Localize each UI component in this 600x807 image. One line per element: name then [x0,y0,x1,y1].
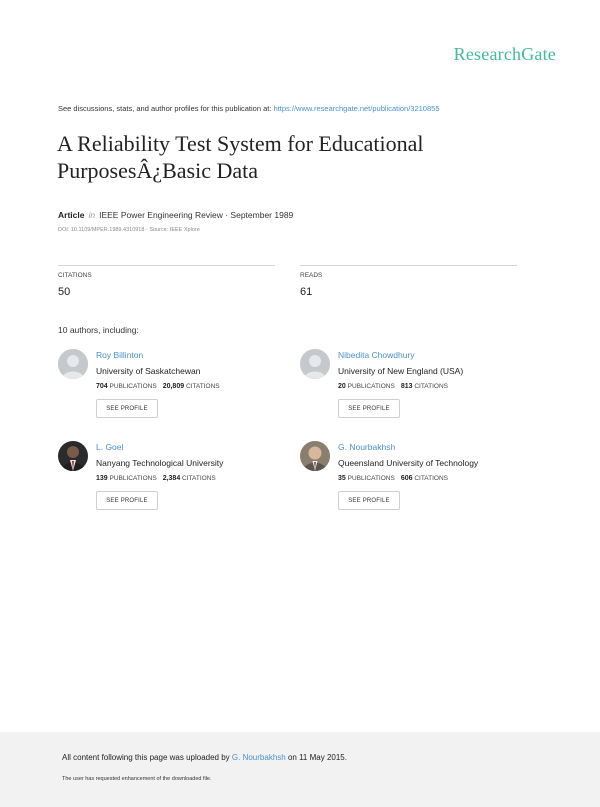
reads-label: READS [300,272,323,279]
author-stats [338,383,448,390]
publications-label: PUBLICATIONS [109,475,157,482]
citations-label: CITATIONS [185,383,220,390]
reads-divider [300,265,517,266]
in-word: in [88,210,96,220]
avatar-placeholder-icon[interactable] [58,349,88,379]
author-stats [338,475,448,482]
publications-count: 20 [338,383,346,390]
publication-title: A Reliability Test System for Educational PurposesÂ¿Basic Data [57,131,424,183]
author-name-link[interactable]: Roy Billinton [96,350,144,360]
citations-label: CITATIONS [414,383,449,390]
author-card [300,349,530,429]
author-photo[interactable] [300,441,330,471]
author-name-link[interactable]: L. Goel [96,442,124,452]
upload-note-prefix: All content following this page was uploaded by [62,753,230,762]
see-profile-button[interactable]: SEE PROFILE [338,491,400,510]
author-stats [96,475,216,482]
see-profile-button[interactable]: SEE PROFILE [96,399,158,418]
author-institution: Queensland University of Technology [338,458,479,468]
citations-label: CITATIONS [58,272,92,279]
publication-meta [58,210,293,220]
upload-note [62,753,347,762]
publications-label: PUBLICATIONS [109,383,157,390]
publications-label: PUBLICATIONS [347,475,395,482]
author-card [58,349,288,429]
see-profile-button[interactable]: SEE PROFILE [96,491,158,510]
publications-count: 704 [96,383,108,390]
citations-count: 20,809 [162,383,185,390]
uploader-link[interactable]: G. Nourbakhsh [231,753,286,762]
publications-count: 139 [96,475,108,482]
citations-count: 606 [400,475,413,482]
author-name-link[interactable]: Nibedita Chowdhury [338,350,415,360]
venue-date: IEEE Power Engineering Review · September 1989 [99,210,294,220]
citations-count: 2,384 [162,475,181,482]
author-stats [96,383,220,390]
citations-label: CITATIONS [182,475,216,482]
citations-divider [58,265,275,266]
author-institution: University of New England (USA) [338,366,464,376]
author-card [58,441,288,521]
footer [0,732,600,807]
author-institution: Nanyang Technological University [96,458,224,468]
avatar-placeholder-icon[interactable] [300,349,330,379]
researchgate-logo[interactable]: ResearchGate [453,44,556,64]
publication-url-link[interactable]: https://www.researchgate.net/publication/3210855 [273,104,440,113]
publications-count: 35 [338,475,346,482]
authors-heading: 10 authors, including: [58,325,139,335]
citations-value: 50 [58,286,71,298]
enhancement-note: The user has requested enhancement of the downloaded file. [62,776,212,782]
publication-type: Article [58,210,85,220]
author-name-link[interactable]: G. Nourbakhsh [338,442,396,452]
author-card [300,441,530,521]
see-discussions-line [58,104,440,113]
upload-note-date: on 11 May 2015. [287,753,347,762]
reads-value: 61 [300,286,313,298]
see-profile-button[interactable]: SEE PROFILE [338,399,400,418]
citations-count: 813 [400,383,413,390]
doi-source: DOI: 10.1109/MPER.1989.4310918 · Source: IEEE Xplore [58,227,200,233]
author-photo[interactable] [58,441,88,471]
see-discussions-text: See discussions, stats, and author profiles for this publication at: [58,104,272,113]
citations-label: CITATIONS [414,475,449,482]
publications-label: PUBLICATIONS [347,383,395,390]
author-institution: University of Saskatchewan [96,366,201,376]
